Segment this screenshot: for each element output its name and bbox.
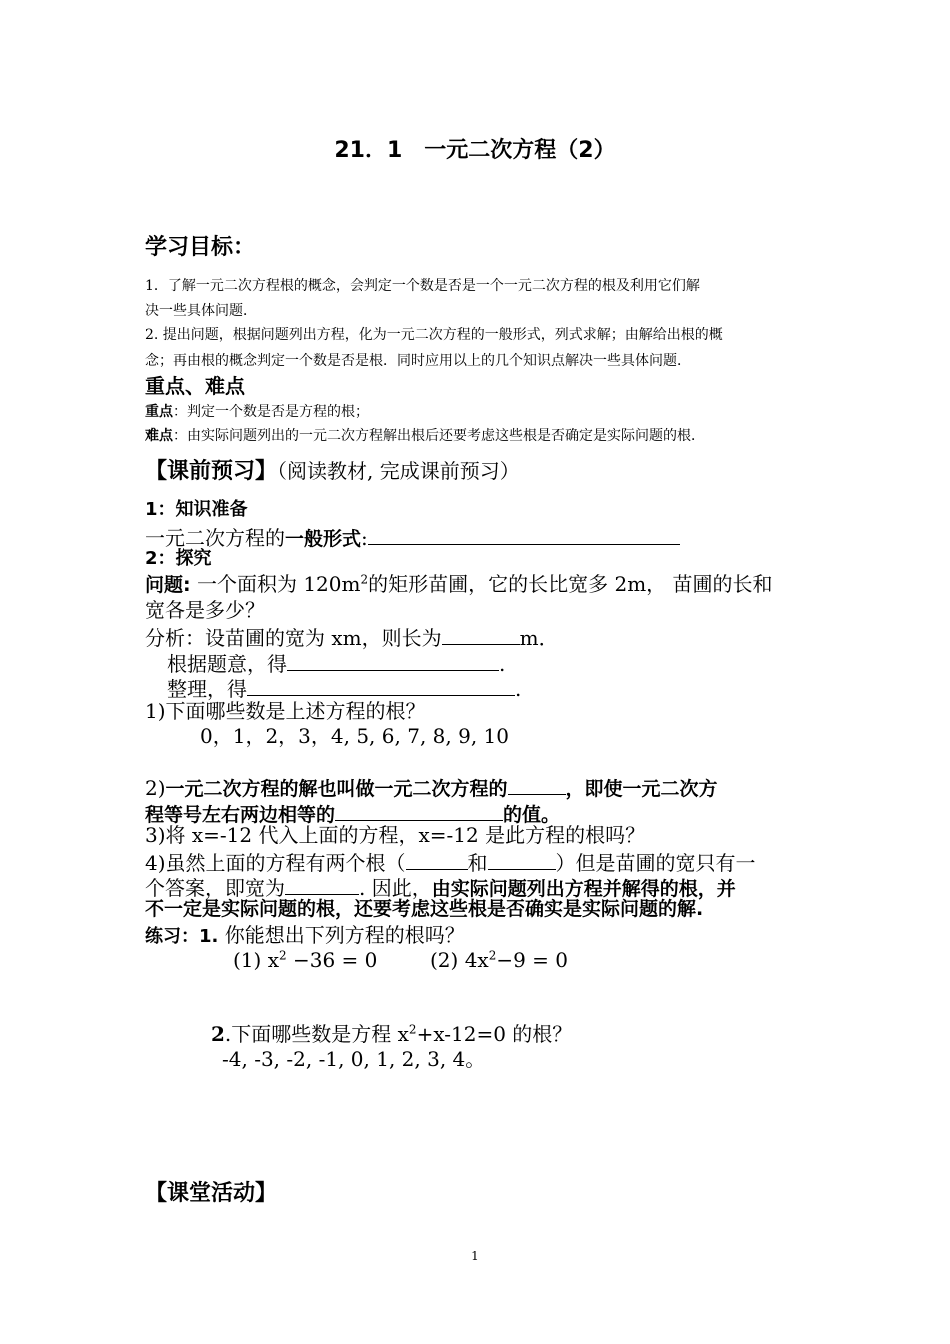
problem-text-b: 的矩形苗圃，它的长比宽多 2m， 苗圃的长和: [368, 572, 773, 596]
analysis-text-a: 分析：设苗圃的宽为 xm，则长为: [145, 626, 442, 650]
exercise-2-sup: 2: [408, 1022, 417, 1037]
section-2-title: 2：探究: [145, 548, 212, 569]
exercise-2-numbers: -4, -3, -2, -1, 0, 1, 2, 3, 4。: [222, 1047, 486, 1071]
given-text-b: .: [499, 652, 506, 676]
classroom-heading: 【课堂活动】: [145, 1181, 278, 1206]
question-4-text-b: ）但是苗圃的宽只有一: [555, 851, 756, 875]
question-4-line-3: 不一定是实际问题的根，还要考虑这些根是否确实是实际问题的解.: [145, 898, 704, 920]
exercise-equation-2: [430, 950, 568, 970]
arrange-line: [167, 676, 521, 699]
question-4-bold-a: 由实际问题列出方程并解得的根，并: [431, 878, 736, 900]
question-4-text-d: . 因此，: [359, 876, 432, 900]
exercise-label: 练习：1.: [145, 926, 219, 947]
section-1-text: [145, 525, 680, 549]
question-4-line-2: [145, 875, 736, 899]
unknown-value-blank[interactable]: [335, 801, 503, 821]
question-2-line-2: [145, 801, 560, 825]
exercise-1: [145, 925, 465, 946]
eq2-text-b: −9 = 0: [496, 948, 569, 972]
eq2-sup: 2: [488, 948, 497, 963]
arranged-equation-blank[interactable]: [247, 676, 515, 696]
key-label: 重点: [145, 404, 173, 420]
key-points-heading: 重点、难点: [145, 374, 245, 398]
eq1-sup: 2: [278, 948, 287, 963]
objectives-heading: 学习目标：: [145, 235, 256, 260]
question-1-numbers: 0，1，2，3，4, 5, 6, 7, 8, 9, 10: [200, 724, 509, 748]
eq1-text-b: −36 = 0: [286, 948, 378, 972]
question-4-line-1: [145, 850, 756, 873]
exercise-1-text: 你能想出下列方程的根吗？: [218, 923, 465, 947]
key-point-line: [145, 405, 369, 419]
width-answer-blank[interactable]: [285, 875, 359, 895]
analysis-line: [145, 625, 559, 648]
question-2-bold-a: 一元二次方程的解也叫做一元二次方程的: [165, 778, 508, 800]
general-form-blank[interactable]: [368, 525, 680, 545]
objective-1-line-1: 1．了解一元二次方程根的概念，会判定一个数是否是一个一元二次方程的根及利用它们解: [145, 278, 700, 294]
eq2-text-a: (2) 4x: [430, 948, 489, 972]
question-4-text-c: 个答案，即宽为: [145, 876, 285, 900]
given-text-a: 根据题意，得: [167, 652, 287, 676]
question-4-text-a: 4)虽然上面的方程有两个根（: [145, 851, 406, 875]
question-2-bold-d: 的值。: [503, 804, 561, 826]
page-title: 21．1 一元二次方程（2）: [334, 138, 616, 163]
equation-blank[interactable]: [287, 651, 499, 671]
question-2-bold-b: ，即使一元二次方: [565, 778, 718, 800]
given-line: [167, 651, 505, 674]
question-4-and: 和: [467, 851, 488, 875]
general-form-prefix: 一元二次方程的: [145, 526, 285, 550]
analysis-text-b: m．: [519, 626, 559, 650]
exercise-2-text-a: .下面哪些数是方程 x: [224, 1022, 409, 1046]
general-form-colon: :: [361, 526, 368, 550]
problem-sup: 2: [360, 572, 369, 587]
page-number: 1: [471, 1249, 479, 1263]
question-1: 1)下面哪些数是上述方程的根？: [145, 699, 426, 723]
arrange-text-a: 整理，得: [167, 677, 247, 701]
preview-heading: 【课前预习】: [145, 459, 278, 484]
root-2-blank[interactable]: [488, 850, 556, 870]
exercise-equation-1: [233, 950, 377, 970]
question-3: 3)将 x=-12 代入上面的方程，x=-12 是此方程的根吗？: [145, 823, 646, 847]
objective-2-line-1: 2. 提出问题，根据问题列出方程，化为一元二次方程的一般形式，列式求解；由解给出根的概: [145, 327, 723, 343]
key-text: ：判定一个数是否是方程的根；: [173, 404, 369, 420]
question-2-line-1: [145, 775, 718, 799]
problem-text-a: 一个面积为 120m: [190, 572, 361, 596]
exercise-2-number: 2: [211, 1022, 225, 1046]
problem-line-1: [145, 574, 773, 595]
length-blank[interactable]: [442, 625, 520, 645]
arrange-text-b: .: [515, 677, 522, 701]
exercise-2-text-b: +x-12=0 的根？: [416, 1022, 573, 1046]
question-2-bold-c: 程等号左右两边相等的: [145, 804, 336, 826]
root-term-blank[interactable]: [508, 775, 566, 795]
eq1-text-a: (1) x: [233, 948, 279, 972]
difficulty-label: 难点: [145, 428, 173, 444]
root-1-blank[interactable]: [406, 850, 468, 870]
difficulty-text: ：由实际问题列出的一元二次方程解出根后还要考虑这些根是否确定是实际问题的根．: [173, 428, 705, 444]
difficulty-line: [145, 429, 705, 443]
preview-heading-line: [145, 461, 520, 483]
objective-1-line-2: 决一些具体问题．: [145, 303, 257, 319]
objective-2-line-2: 念；再由根的概念判定一个数是否是根．同时应用以上的几个知识点解决一些具体问题．: [145, 353, 691, 369]
problem-line-2: 宽各是多少？: [145, 598, 265, 622]
problem-label: 问题:: [145, 574, 191, 596]
preview-note: （阅读教材, 完成课前预习）: [277, 459, 520, 483]
exercise-2: [211, 1024, 572, 1044]
question-2-number: 2): [145, 776, 166, 800]
general-form-bold: 一般形式: [285, 528, 362, 550]
section-1-title: 1：知识准备: [145, 499, 248, 520]
